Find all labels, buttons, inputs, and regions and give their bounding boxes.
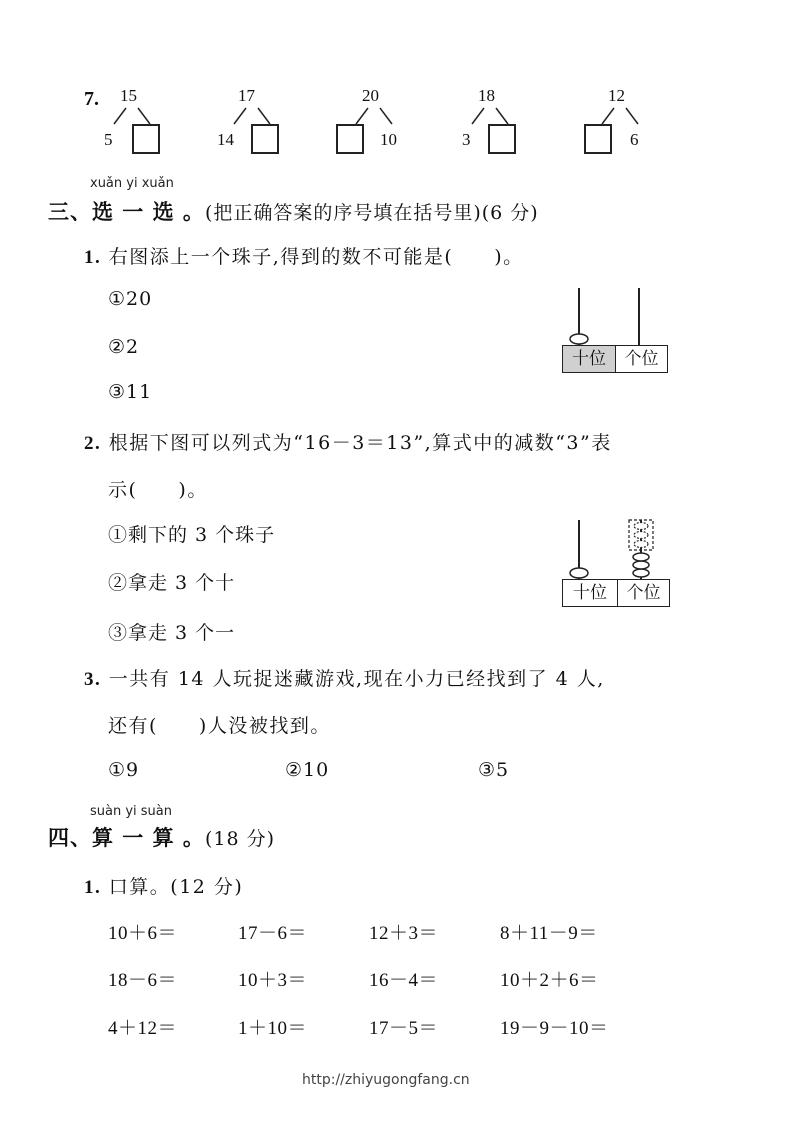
- s3-q2-option-2[interactable]: ②拿走 3 个十: [108, 572, 236, 594]
- tree-branches: [466, 106, 516, 126]
- calc-2-4: 10＋2＋6＝: [500, 970, 599, 991]
- bead: [633, 569, 649, 577]
- calc-2-1: 18－6＝: [108, 970, 178, 991]
- tree-left: 5: [104, 130, 113, 149]
- calc-1-2: 17－6＝: [238, 923, 308, 944]
- calc-3-4: 19－9－10＝: [500, 1018, 609, 1039]
- calc-3-1: 4＋12＝: [108, 1018, 178, 1039]
- bead: [633, 561, 649, 569]
- tree-branches: [228, 106, 278, 126]
- question-text: 根据下图可以列式为“16－3＝13”,算式中的减数“3”表: [108, 432, 612, 454]
- tens-label: 十位: [563, 580, 618, 606]
- s3-q2-line2: 示( )。: [108, 479, 208, 501]
- section4-heading: [48, 822, 275, 852]
- calc-1-3: 12＋3＝: [369, 923, 439, 944]
- section4-note: (18 分): [204, 828, 275, 850]
- removed-bead: [634, 541, 648, 548]
- answer-box[interactable]: [488, 124, 516, 154]
- abacus-2: [562, 516, 672, 610]
- tree-top: 18: [478, 86, 495, 105]
- section3-note: (把正确答案的序号填在括号里)(6 分): [204, 202, 539, 224]
- tree-left: 14: [217, 130, 234, 149]
- answer-box[interactable]: [251, 124, 279, 154]
- q7-number: 7.: [84, 88, 99, 110]
- question-number: 1.: [84, 877, 102, 898]
- section4-pinyin: suàn yi suàn: [90, 804, 173, 819]
- tree-branches: [596, 106, 646, 126]
- section3-title: 三、选 一 选 。: [48, 199, 205, 224]
- answer-box[interactable]: [584, 124, 612, 154]
- tree-top: 20: [362, 86, 379, 105]
- s3-q2-option-3[interactable]: ③拿走 3 个一: [108, 622, 236, 644]
- section4-title: 四、算 一 算 。: [48, 825, 205, 850]
- ones-label: 个位: [626, 583, 661, 603]
- s3-q1-option-3[interactable]: ③11: [108, 381, 153, 403]
- s3-q2-line1: [84, 428, 612, 455]
- removed-bead: [634, 523, 648, 530]
- s3-q3-line1: [84, 664, 605, 691]
- question-text: 右图添上一个珠子,得到的数不可能是( )。: [108, 246, 524, 268]
- s3-q3-option-3[interactable]: ③5: [478, 759, 510, 781]
- s4-sub1: [84, 872, 243, 899]
- calc-1-4: 8＋11－9＝: [500, 923, 598, 944]
- tree-top: 15: [120, 86, 137, 105]
- abacus-rods: [562, 516, 672, 580]
- bead: [570, 334, 588, 344]
- calc-3-2: 1＋10＝: [238, 1018, 308, 1039]
- question-number: 1.: [84, 247, 102, 268]
- s3-q3-line2: 还有( )人没被找到。: [108, 715, 331, 737]
- tree-branches: [108, 106, 158, 126]
- section3-pinyin: xuǎn yi xuǎn: [90, 176, 174, 191]
- s3-q3-option-2[interactable]: ②10: [285, 759, 330, 781]
- tree-left: 3: [462, 130, 471, 149]
- section3-heading: [48, 196, 539, 226]
- answer-box[interactable]: [132, 124, 160, 154]
- footer-url[interactable]: http://zhiyugongfang.cn: [302, 1072, 470, 1088]
- place-value-table: [562, 579, 670, 607]
- calc-2-3: 16－4＝: [369, 970, 439, 991]
- calc-3-3: 17－5＝: [369, 1018, 439, 1039]
- tens-label: 十位: [563, 346, 616, 372]
- s3-q1-option-2[interactable]: ②2: [108, 336, 140, 358]
- s3-q1: [84, 242, 524, 269]
- ones-label: 个位: [624, 349, 659, 369]
- tree-right: 6: [630, 130, 639, 149]
- s3-q1-option-1[interactable]: ①20: [108, 288, 153, 310]
- question-number: 3.: [84, 669, 102, 690]
- tree-top: 12: [608, 86, 625, 105]
- abacus-1: [562, 284, 672, 376]
- question-text: 一共有 14 人玩捉迷藏游戏,现在小力已经找到了 4 人,: [108, 668, 605, 690]
- bead: [570, 568, 588, 578]
- place-value-table: [562, 345, 668, 373]
- tree-right: 10: [380, 130, 397, 149]
- calc-1-1: 10＋6＝: [108, 923, 178, 944]
- calc-2-2: 10＋3＝: [238, 970, 308, 991]
- question-text: 口算。(12 分): [108, 876, 244, 898]
- tree-branches: [350, 106, 400, 126]
- bead: [633, 553, 649, 561]
- question-number: 2.: [84, 433, 102, 454]
- removed-bead: [634, 532, 648, 539]
- tree-top: 17: [238, 86, 255, 105]
- abacus-rods: [562, 284, 672, 346]
- answer-box[interactable]: [336, 124, 364, 154]
- s3-q2-option-1[interactable]: ①剩下的 3 个珠子: [108, 524, 276, 546]
- s3-q3-option-1[interactable]: ①9: [108, 759, 140, 781]
